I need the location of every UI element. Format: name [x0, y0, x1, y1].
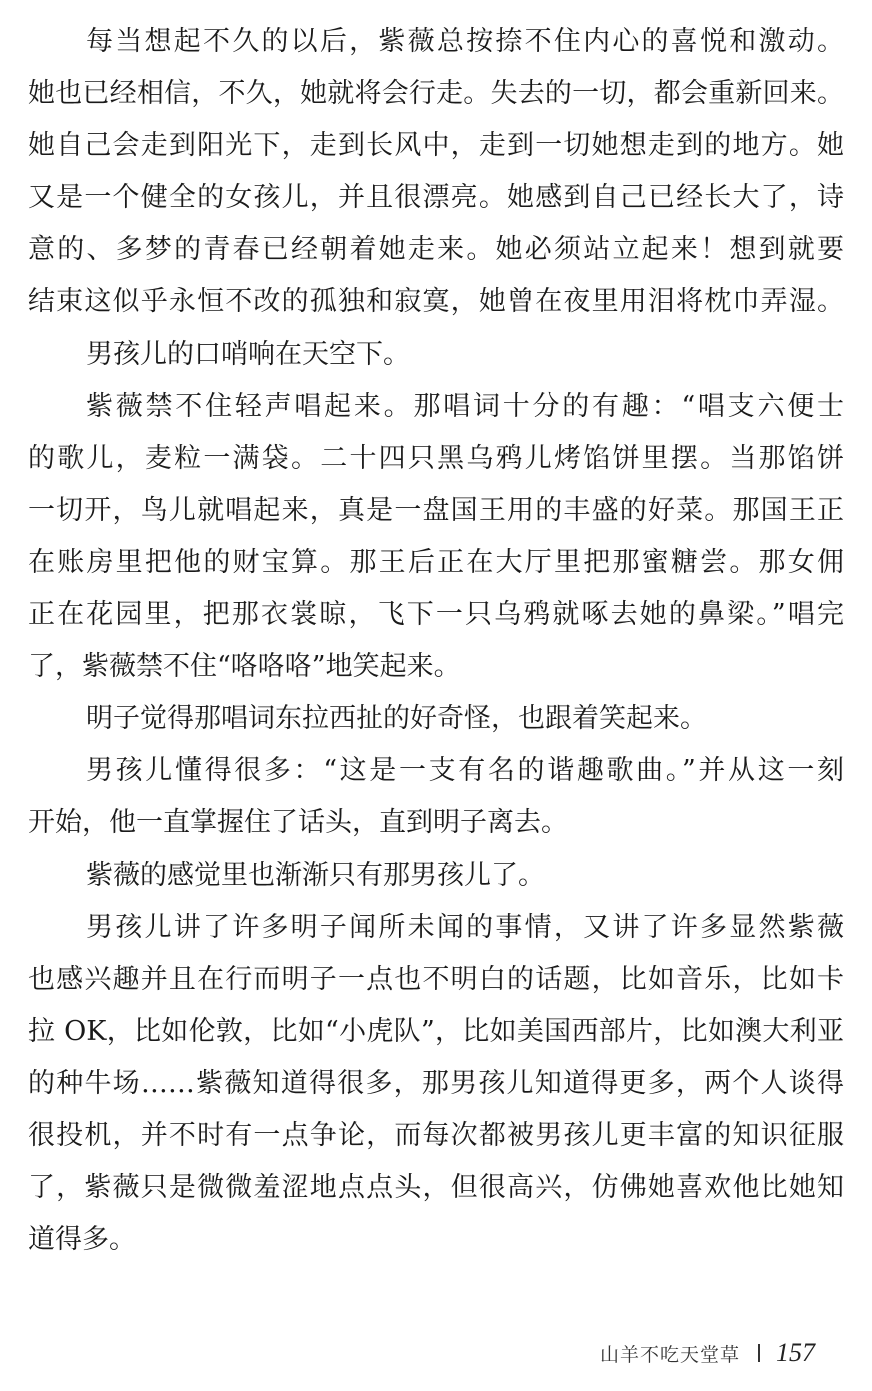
text-line: 男孩儿懂得很多：“这是一支有名的谐趣歌曲。”并从这一刻 — [86, 755, 844, 787]
paragraph-1 — [28, 16, 844, 329]
paragraph-5 — [28, 745, 844, 849]
text-line: 紫薇禁不住轻声唱起来。那唱词十分的有趣：“唱支六便士 — [86, 390, 844, 422]
text-line: 道得多。 — [28, 1224, 136, 1256]
text-line: 她也已经相信，不久，她就将会行走。失去的一切，都会重新回来。 — [28, 78, 844, 110]
text-line: 她自己会走到阳光下，走到长风中，走到一切她想走到的地方。她 — [28, 130, 844, 162]
text-line: 了，紫薇禁不住“咯咯咯”地笑起来。 — [28, 651, 461, 683]
text-line: 每当想起不久的以后，紫薇总按捺不住内心的喜悦和激动。 — [86, 26, 844, 57]
paragraph-2 — [28, 329, 844, 381]
text-line: 了，紫薇只是微微羞涩地点点头，但很高兴，仿佛她喜欢他比她知 — [28, 1172, 844, 1204]
paragraph-6 — [28, 850, 844, 902]
text-line: 意的、多梦的青春已经朝着她走来。她必须站立起来！想到就要 — [28, 234, 844, 266]
text-line: 男孩儿的口哨响在天空下。 — [86, 338, 410, 370]
text-line: 明子觉得那唱词东拉西扯的好奇怪，也跟着笑起来。 — [86, 703, 707, 735]
footer-divider — [758, 1344, 760, 1362]
text-line: 结束这似乎永恒不改的孤独和寂寞，她曾在夜里用泪将枕巾弄湿。 — [28, 286, 844, 318]
text-line: 男孩儿讲了许多明子闻所未闻的事情，又讲了许多显然紫薇 — [86, 911, 844, 943]
paragraph-7 — [28, 902, 844, 1267]
text-line: 的歌儿，麦粒一满袋。二十四只黑乌鸦儿烤馅饼里摆。当那馅饼 — [28, 442, 844, 474]
paragraph-3 — [28, 381, 844, 694]
running-title: 山羊不吃天堂草 — [600, 1343, 741, 1366]
text-line: 又是一个健全的女孩儿，并且很漂亮。她感到自己已经长大了，诗 — [28, 182, 844, 214]
page-footer — [600, 1333, 815, 1373]
text-line: 也感兴趣并且在行而明子一点也不明白的话题，比如音乐，比如卡 — [28, 963, 844, 995]
text-line: 拉 OK，比如伦敦，比如“小虎队”，比如美国西部片，比如澳大利亚 — [28, 1015, 844, 1047]
text-line: 一切开，鸟儿就唱起来，真是一盘国王用的丰盛的好菜。那国王正 — [28, 494, 844, 526]
text-line: 正在花园里，把那衣裳晾，飞下一只乌鸦就啄去她的鼻梁。”唱完 — [28, 599, 844, 631]
text-line: 开始，他一直掌握住了话头，直到明子离去。 — [28, 807, 568, 839]
text-line: 在账房里把他的财宝算。那王后正在大厅里把那蜜糖尝。那女佣 — [28, 546, 844, 578]
paragraph-4 — [28, 693, 844, 745]
page-number: 157 — [776, 1338, 816, 1367]
text-line: 很投机，并不时有一点争论，而每次都被男孩儿更丰富的知识征服 — [28, 1119, 844, 1151]
text-line: 的种牛场……紫薇知道得很多，那男孩儿知道得更多，两个人谈得 — [28, 1067, 844, 1099]
page-body — [28, 16, 844, 1266]
text-line: 紫薇的感觉里也渐渐只有那男孩儿了。 — [86, 859, 545, 891]
